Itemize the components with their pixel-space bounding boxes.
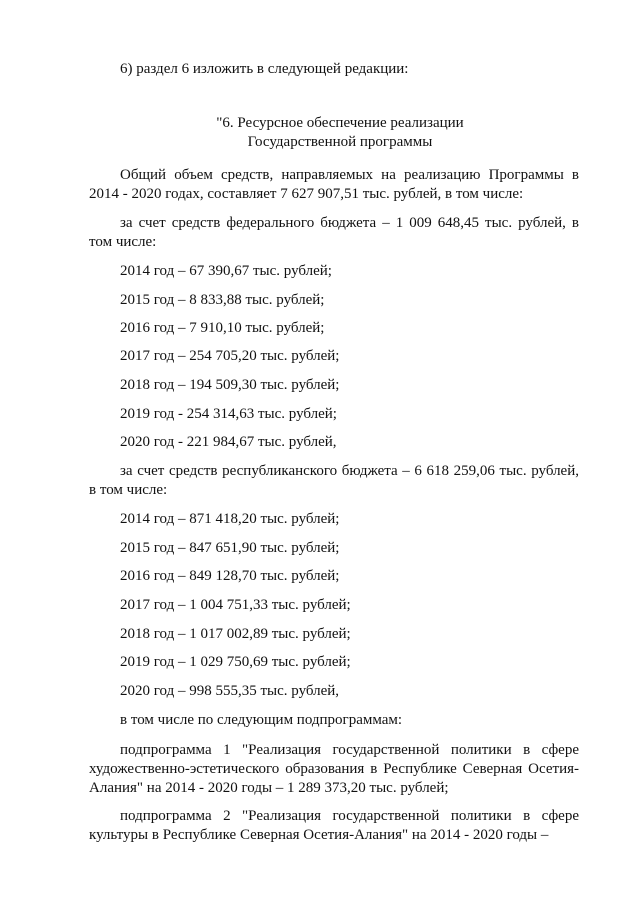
- republican-year-item: 2020 год – 998 555,35 тыс. рублей,: [120, 683, 340, 699]
- section-heading-line-2: Государственной программы: [247, 134, 433, 150]
- federal-year-item: 2020 год - 221 984,67 тыс. рублей,: [120, 434, 337, 450]
- federal-year-item: 2017 год – 254 705,20 тыс. рублей;: [120, 348, 340, 364]
- federal-year-item: 2016 год – 7 910,10 тыс. рублей;: [120, 320, 325, 336]
- republican-year-item: 2019 год – 1 029 750,69 тыс. рублей;: [120, 654, 351, 670]
- subprogram-1-paragraph: подпрограмма 1 "Реализация государственной политики в сфере художественно-эстетического образования в Республике Северная Осетия-Алания" на 2014 - 2020 годы – 1 289 373,20 тыс. рублей;: [89, 742, 579, 796]
- republican-year-item: 2014 год – 871 418,20 тыс. рублей;: [120, 511, 340, 527]
- section-heading: [120, 114, 560, 152]
- subprograms-intro: в том числе по следующим подпрограммам:: [120, 712, 403, 728]
- amendment-intro: 6) раздел 6 изложить в следующей редакции:: [120, 61, 409, 77]
- republican-year-item: 2016 год – 849 128,70 тыс. рублей;: [120, 568, 340, 584]
- total-funding-paragraph: Общий объем средств, направляемых на реализацию Программы в 2014 - 2020 годах, составляет 7 627 907,51 тыс. рублей, в том числе:: [89, 167, 579, 202]
- federal-year-item: 2018 год – 194 509,30 тыс. рублей;: [120, 377, 340, 393]
- federal-year-item: 2019 год - 254 314,63 тыс. рублей;: [120, 406, 337, 422]
- republican-budget-paragraph: за счет средств республиканского бюджета – 6 618 259,06 тыс. рублей, в том числе:: [89, 463, 579, 498]
- subprogram-2-paragraph: подпрограмма 2 "Реализация государственной политики в сфере культуры в Республике Северная Осетия-Алания" на 2014 - 2020 годы –: [89, 808, 579, 843]
- republican-year-item: 2015 год – 847 651,90 тыс. рублей;: [120, 540, 340, 556]
- republican-year-item: 2017 год – 1 004 751,33 тыс. рублей;: [120, 597, 351, 613]
- federal-year-item: 2014 год – 67 390,67 тыс. рублей;: [120, 263, 332, 279]
- section-heading-line-1: "6. Ресурсное обеспечение реализации: [216, 115, 464, 131]
- republican-year-item: 2018 год – 1 017 002,89 тыс. рублей;: [120, 626, 351, 642]
- federal-budget-paragraph: за счет средств федерального бюджета – 1 009 648,45 тыс. рублей, в том числе:: [89, 215, 579, 250]
- federal-year-item: 2015 год – 8 833,88 тыс. рублей;: [120, 292, 325, 308]
